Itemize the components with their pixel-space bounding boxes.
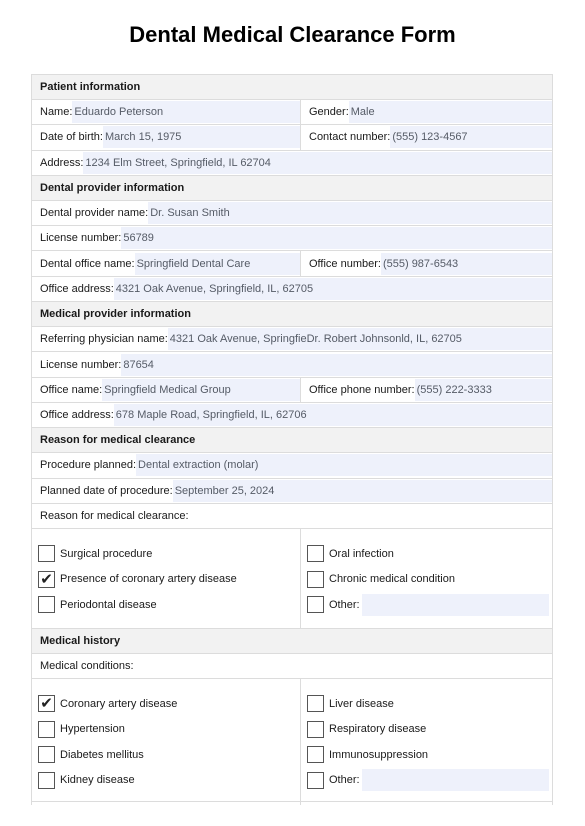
row-medical-license — [32, 352, 552, 377]
checkbox[interactable] — [307, 721, 324, 738]
row-dental-office-address — [32, 277, 552, 302]
form-title: Dental Medical Clearance Form — [129, 22, 456, 47]
dental-provider-label: Dental provider name: — [40, 207, 149, 220]
name-field[interactable]: Eduardo Peterson — [72, 101, 300, 123]
checkbox-item[interactable] — [307, 742, 552, 768]
checkbox-label: Presence of coronary artery disease — [60, 573, 237, 586]
row-procedure — [32, 453, 552, 478]
section-patient-information: Patient information — [32, 75, 552, 100]
row-dental-office — [32, 251, 552, 276]
procedure-label: Procedure planned: — [40, 459, 137, 472]
medical-office-phone-field[interactable]: (555) 222-3333 — [415, 379, 552, 401]
checkbox[interactable] — [38, 596, 55, 613]
checkbox-label: Surgical procedure — [60, 547, 153, 560]
checkbox-label: Liver disease — [329, 697, 394, 710]
gender-label: Gender: — [309, 106, 349, 119]
row-referring-physician — [32, 327, 552, 352]
medical-office-address-field[interactable]: 678 Maple Road, Springfield, IL, 62706 — [114, 404, 552, 426]
checkbox[interactable] — [307, 746, 324, 763]
dental-office-name-field[interactable]: Springfield Dental Care — [135, 253, 300, 275]
checkbox-item[interactable] — [38, 691, 300, 717]
checkbox-label: Respiratory disease — [329, 723, 427, 736]
checkbox-item[interactable] — [38, 541, 300, 567]
reason-label: Reason for medical clearance: — [32, 504, 552, 529]
section-medical-history: Medical history — [32, 629, 552, 654]
checkbox-label: Chronic medical condition — [329, 573, 455, 586]
checkbox-label: Periodontal disease — [60, 598, 157, 611]
checkbox-item[interactable] — [307, 691, 552, 717]
row-medical-office — [32, 378, 552, 403]
checkbox[interactable] — [38, 746, 55, 763]
checkbox[interactable] — [307, 695, 324, 712]
address-label: Address: — [40, 156, 84, 169]
dental-license-field[interactable]: 56789 — [121, 227, 552, 249]
contact-field[interactable]: (555) 123-4567 — [390, 126, 552, 148]
contact-label: Contact number: — [309, 131, 391, 144]
row-address — [32, 151, 552, 176]
reason-checkbox-group — [32, 529, 552, 629]
checkbox-item[interactable] — [307, 592, 552, 618]
checkbox-item[interactable] — [38, 567, 300, 593]
dental-office-address-label: Office address: — [40, 282, 114, 295]
history-checkbox-group — [32, 679, 552, 805]
medical-office-name-field[interactable]: Springfield Medical Group — [102, 379, 300, 401]
row-medical-office-address — [32, 403, 552, 428]
procedure-field[interactable]: Dental extraction (molar) — [136, 454, 552, 476]
row-dental-license — [32, 226, 552, 251]
medical-license-field[interactable]: 87654 — [121, 354, 552, 376]
checkbox-label: Immunosuppression — [329, 748, 429, 761]
checkbox-item[interactable] — [307, 767, 552, 793]
dob-field[interactable]: March 15, 1975 — [103, 126, 300, 148]
name-label: Name: — [40, 106, 73, 119]
row-name-gender — [32, 100, 552, 125]
dental-office-name-label: Dental office name: — [40, 257, 135, 270]
checkbox[interactable] — [38, 721, 55, 738]
checkbox-label: Hypertension — [60, 723, 125, 736]
checkbox-item[interactable] — [307, 716, 552, 742]
checkbox-item[interactable] — [307, 541, 552, 567]
gender-field[interactable]: Male — [349, 101, 552, 123]
checkbox-item[interactable] — [307, 567, 552, 593]
checkbox-label: Oral infection — [329, 547, 394, 560]
medical-license-label: License number: — [40, 358, 122, 371]
checkbox[interactable] — [307, 596, 324, 613]
dental-office-address-field[interactable]: 4321 Oak Avenue, Springfield, IL, 62705 — [114, 278, 552, 300]
checkbox-label: Other: — [329, 774, 360, 787]
physician-field[interactable]: 4321 Oak Avenue, SpringfieDr. Robert Johnsonld, IL, 62705 — [168, 328, 552, 350]
dental-office-number-field[interactable]: (555) 987-6543 — [381, 253, 552, 275]
procedure-date-label: Planned date of procedure: — [40, 484, 173, 497]
check-mark-icon: ✔ — [40, 695, 53, 713]
row-dob-contact — [32, 125, 552, 150]
medical-conditions-label: Medical conditions: — [32, 654, 552, 679]
checkbox-item[interactable] — [38, 592, 300, 618]
section-reason: Reason for medical clearance — [32, 428, 552, 453]
checkbox[interactable] — [307, 571, 324, 588]
row-dental-provider-name — [32, 201, 552, 226]
dob-label: Date of birth: — [40, 131, 103, 144]
clearance-form — [31, 74, 553, 805]
dental-license-label: License number: — [40, 232, 122, 245]
checkbox-item[interactable] — [38, 742, 300, 768]
medical-office-phone-label: Office phone number: — [309, 383, 415, 396]
checkbox[interactable] — [307, 772, 324, 789]
checkbox[interactable] — [38, 571, 55, 588]
dental-office-number-label: Office number: — [309, 257, 381, 270]
checkbox[interactable] — [38, 695, 55, 712]
checkbox-label: Kidney disease — [60, 774, 135, 787]
medical-office-address-label: Office address: — [40, 409, 114, 422]
checkbox-label: Other: — [329, 598, 360, 611]
address-field[interactable]: 1234 Elm Street, Springfield, IL 62704 — [83, 152, 552, 174]
checkbox-item[interactable] — [38, 716, 300, 742]
checkbox-label: Diabetes mellitus — [60, 748, 144, 761]
section-dental-provider: Dental provider information — [32, 176, 552, 201]
dental-provider-field[interactable]: Dr. Susan Smith — [148, 202, 552, 224]
physician-label: Referring physician name: — [40, 333, 168, 346]
checkbox[interactable] — [38, 772, 55, 789]
section-medical-provider: Medical provider information — [32, 302, 552, 327]
medical-office-name-label: Office name: — [40, 383, 103, 396]
procedure-date-field[interactable]: September 25, 2024 — [173, 480, 552, 502]
check-mark-icon: ✔ — [40, 570, 53, 588]
checkbox[interactable] — [38, 545, 55, 562]
reason-other-field[interactable] — [362, 594, 549, 616]
checkbox-label: Coronary artery disease — [60, 697, 178, 710]
checkbox[interactable] — [307, 545, 324, 562]
history-other-field[interactable] — [362, 769, 549, 791]
checkbox-item[interactable] — [38, 767, 300, 793]
row-procedure-date — [32, 479, 552, 504]
form-bottom-border — [31, 801, 553, 802]
